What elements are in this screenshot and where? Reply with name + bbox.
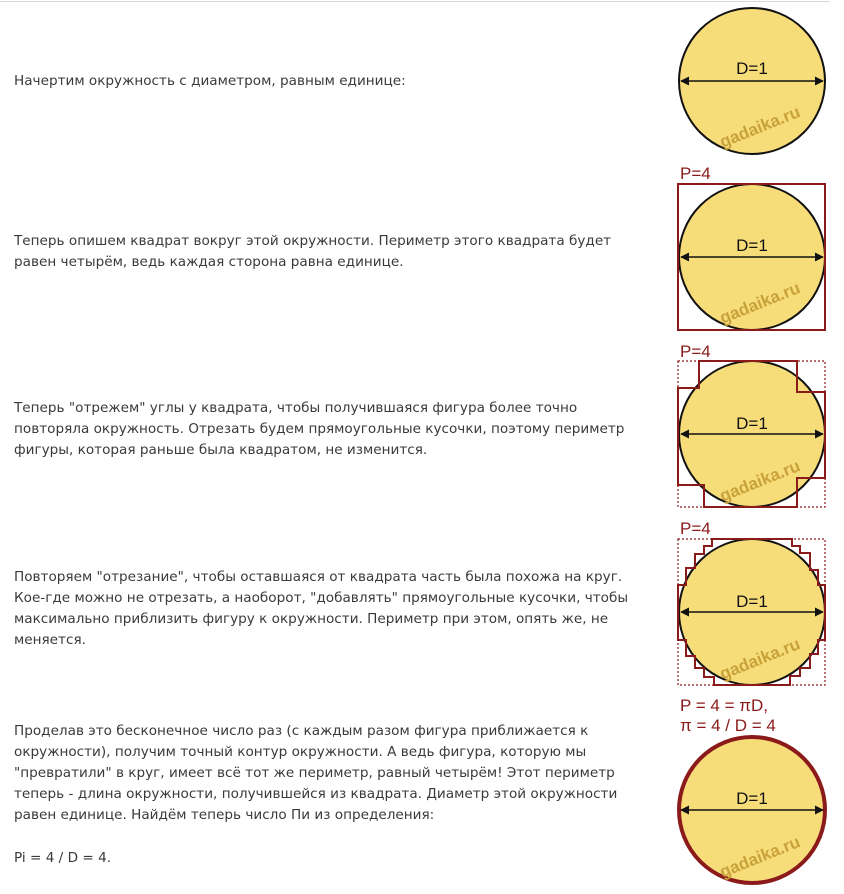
watermark: gadaika.ru (716, 456, 803, 506)
text-line: меняется. (14, 632, 86, 648)
text-line: "превратили" в круг, имеет всё тот же периметр, равный четырём! Этот периметр (14, 765, 615, 781)
diameter-label: D=1 (736, 59, 768, 78)
figure-repeated-cuts (678, 519, 825, 685)
text-line: равен единице. Найдём теперь число Пи из определения: (14, 807, 435, 823)
formula-line-2: π = 4 / D = 4 (680, 716, 776, 735)
perimeter-label: P=4 (680, 519, 711, 538)
text-line: Начертим окружность с диаметром, равным единице: (14, 73, 406, 89)
text-line: повторяла окружность. Отрезать будем прямоугольные кусочки, поэтому периметр (14, 421, 625, 437)
text-line: Теперь опишем квадрат вокруг этой окружности. Периметр этого квадрата будет (14, 233, 612, 249)
text-line: Проделав это бесконечное число раз (с каждым разом фигура приближается к (14, 723, 589, 739)
watermark: gadaika.ru (716, 634, 803, 684)
text-line: Теперь "отрежем" углы у квадрата, чтобы получившаяся фигура более точно (14, 400, 578, 416)
diameter-label: D=1 (736, 414, 768, 433)
formula-line: Pi = 4 / D = 4. (14, 850, 112, 866)
diameter-label: D=1 (736, 592, 768, 611)
watermark: gadaika.ru (716, 278, 803, 328)
perimeter-label: P=4 (680, 342, 711, 361)
watermark: gadaika.ru (716, 832, 803, 882)
watermark: gadaika.ru (716, 102, 803, 152)
diameter-label: D=1 (736, 236, 768, 255)
text-line: Повторяем "отрезание", чтобы оставшаяся от квадрата часть была похожа на круг. (14, 569, 623, 585)
text-line: фигуры, которая раньше была квадратом, не изменится. (14, 442, 428, 458)
perimeter-label: P=4 (680, 164, 711, 183)
figure-first-cut (678, 342, 825, 507)
text-line: окружности), получим точный контур окружности. А ведь фигура, которую мы (14, 744, 587, 760)
figure-limit-circle (679, 696, 825, 883)
text-line: максимально приблизить фигуру к окружности. Периметр при этом, опять же, не (14, 611, 609, 627)
text-line: теперь - длина окружности, получившейся из квадрата. Диаметр этой окружности (14, 786, 618, 802)
text-line: равен четырём, ведь каждая сторона равна единице. (14, 254, 404, 270)
formula-line-1: P = 4 = πD, (680, 696, 768, 715)
figure-square (678, 164, 825, 330)
figure-circle (679, 8, 825, 154)
diameter-label: D=1 (736, 789, 768, 808)
text-line: Кое-где можно не отрезать, а наоборот, "добавлять" прямоугольные кусочки, чтобы (14, 590, 629, 606)
